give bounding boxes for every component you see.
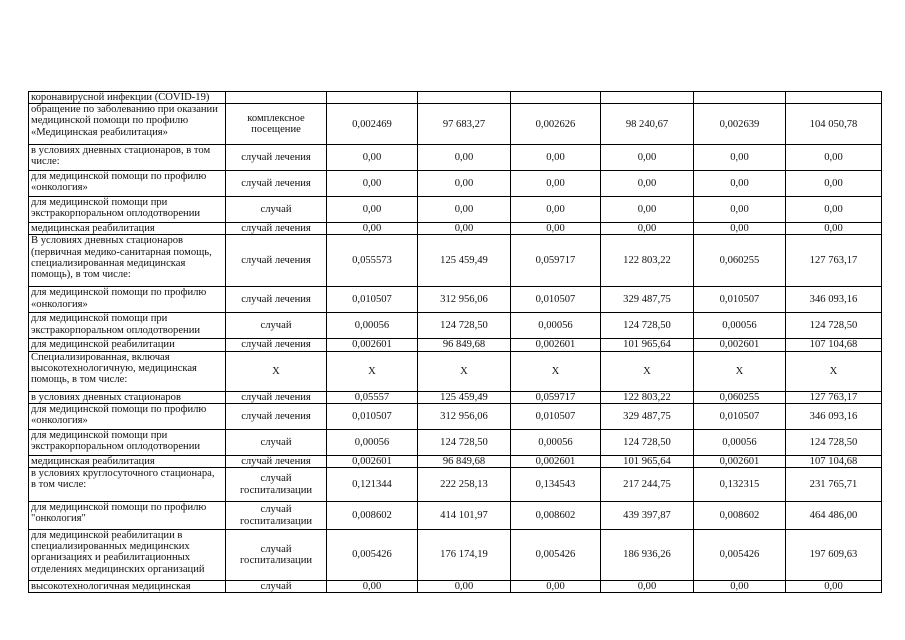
cell-value: 0,055573 [327, 235, 418, 287]
cell-value: 0,00 [327, 171, 418, 197]
row-unit [226, 92, 327, 104]
cell-value: X [786, 351, 882, 391]
cell-value: 0,00 [511, 223, 601, 235]
row-name: для медицинской помощи при экстракорпоральном оплодотворении [29, 197, 226, 223]
row-name: Специализированная, включая высокотехнологичную, медицинская помощь, в том числе: [29, 351, 226, 391]
cell-value: 107 104,68 [786, 455, 882, 467]
cell-value: 0,002601 [327, 455, 418, 467]
cell-value: 0,010507 [511, 403, 601, 429]
table-row [29, 223, 882, 235]
cell-value: 0,00 [511, 581, 601, 593]
table-row [29, 197, 882, 223]
cell-value: 0,059717 [511, 235, 601, 287]
cell-value: 464 486,00 [786, 502, 882, 530]
cell-value: 0,002601 [694, 339, 786, 351]
cell-value: 0,00056 [511, 313, 601, 339]
cell-value: 329 487,75 [601, 287, 694, 313]
row-unit: случай госпитализации [226, 530, 327, 581]
cell-value: 0,00 [786, 581, 882, 593]
cell-value: 0,00 [327, 197, 418, 223]
cell-value: 217 244,75 [601, 468, 694, 502]
cell-value: 124 728,50 [601, 313, 694, 339]
cell-value: 0,010507 [694, 287, 786, 313]
cell-value: 124 728,50 [418, 313, 511, 339]
cell-value: 231 765,71 [786, 468, 882, 502]
cell-value: 0,00 [418, 223, 511, 235]
cell-value: 0,00056 [327, 429, 418, 455]
row-unit: случай лечения [226, 223, 327, 235]
cell-value: 0,00056 [511, 429, 601, 455]
table-row [29, 145, 882, 171]
table-row [29, 313, 882, 339]
cell-value: 0,060255 [694, 391, 786, 403]
row-unit: случай лечения [226, 339, 327, 351]
row-unit: случай [226, 313, 327, 339]
cell-value: 0,00 [327, 223, 418, 235]
cell-value: 0,05557 [327, 391, 418, 403]
cell-value: X [511, 351, 601, 391]
cell-value: 0,005426 [327, 530, 418, 581]
table-row [29, 455, 882, 467]
table-body [29, 92, 882, 593]
table-row [29, 351, 882, 391]
cell-value: 0,002601 [694, 455, 786, 467]
cell-value: 0,00 [327, 145, 418, 171]
cell-value: 122 803,22 [601, 235, 694, 287]
cell-value: 0,00056 [327, 313, 418, 339]
cell-value: 124 728,50 [786, 313, 882, 339]
table-row [29, 581, 882, 593]
row-unit: случай госпитализации [226, 502, 327, 530]
cell-value [601, 92, 694, 104]
row-unit: случай [226, 581, 327, 593]
cell-value [418, 92, 511, 104]
row-name: для медицинской помощи по профилю «онкология» [29, 403, 226, 429]
row-unit: случай лечения [226, 235, 327, 287]
row-unit: случай лечения [226, 145, 327, 171]
cell-value [511, 92, 601, 104]
row-name: для медицинской помощи по профилю "онкология" [29, 502, 226, 530]
row-name: в условиях дневных стационаров [29, 391, 226, 403]
cell-value: 0,00 [694, 197, 786, 223]
cell-value: 0,010507 [511, 287, 601, 313]
row-unit: X [226, 351, 327, 391]
cell-value: 222 258,13 [418, 468, 511, 502]
cell-value: 346 093,16 [786, 403, 882, 429]
cell-value: 0,121344 [327, 468, 418, 502]
cell-value: 0,132315 [694, 468, 786, 502]
cell-value: 0,00 [601, 171, 694, 197]
cell-value: 0,134543 [511, 468, 601, 502]
row-name: высокотехнологичная медицинская [29, 581, 226, 593]
cell-value: 0,00 [601, 581, 694, 593]
table-row [29, 429, 882, 455]
row-name: для медицинской помощи при экстракорпоральном оплодотворении [29, 429, 226, 455]
table-row [29, 502, 882, 530]
cell-value: 414 101,97 [418, 502, 511, 530]
cell-value: 0,010507 [327, 403, 418, 429]
cell-value [786, 92, 882, 104]
cell-value: 346 093,16 [786, 287, 882, 313]
cell-value: 0,00 [694, 145, 786, 171]
cell-value: 125 459,49 [418, 391, 511, 403]
cell-value: 0,00 [694, 581, 786, 593]
cell-value: 0,00 [418, 171, 511, 197]
cell-value: 122 803,22 [601, 391, 694, 403]
cell-value: 439 397,87 [601, 502, 694, 530]
cell-value: X [601, 351, 694, 391]
cell-value: 0,00 [694, 223, 786, 235]
cell-value: 0,008602 [327, 502, 418, 530]
cell-value: 0,00056 [694, 429, 786, 455]
cell-value: 0,008602 [694, 502, 786, 530]
cell-value: 0,00056 [694, 313, 786, 339]
row-name: в условиях дневных стационаров, в том числе: [29, 145, 226, 171]
cell-value: 124 728,50 [786, 429, 882, 455]
cell-value: 96 849,68 [418, 455, 511, 467]
row-unit: случай лечения [226, 455, 327, 467]
cell-value: 0,00 [694, 171, 786, 197]
cell-value: 0,002626 [511, 104, 601, 145]
table-row [29, 403, 882, 429]
row-name: медицинская реабилитация [29, 223, 226, 235]
cell-value: 0,00 [601, 145, 694, 171]
cell-value: 0,00 [601, 223, 694, 235]
table-row [29, 468, 882, 502]
cell-value: 97 683,27 [418, 104, 511, 145]
cell-value: 125 459,49 [418, 235, 511, 287]
row-name: обращение по заболеванию при оказании медицинской помощи по профилю «Медицинская реабилитация» [29, 104, 226, 145]
cell-value: 176 174,19 [418, 530, 511, 581]
cell-value: 0,00 [786, 171, 882, 197]
cell-value: 0,00 [418, 197, 511, 223]
table-row [29, 235, 882, 287]
cell-value: 104 050,78 [786, 104, 882, 145]
cell-value: 197 609,63 [786, 530, 882, 581]
row-name: для медицинской реабилитации [29, 339, 226, 351]
row-unit: случай лечения [226, 287, 327, 313]
table-row [29, 391, 882, 403]
table-row [29, 104, 882, 145]
cell-value [694, 92, 786, 104]
cell-value: 0,008602 [511, 502, 601, 530]
cell-value: 0,059717 [511, 391, 601, 403]
cell-value: 101 965,64 [601, 455, 694, 467]
table-row [29, 171, 882, 197]
cell-value: 0,002601 [511, 455, 601, 467]
cell-value: 124 728,50 [418, 429, 511, 455]
cell-value: 0,00 [786, 145, 882, 171]
cell-value: 0,00 [418, 145, 511, 171]
cell-value: 0,002639 [694, 104, 786, 145]
cell-value: 127 763,17 [786, 235, 882, 287]
row-name: для медицинской помощи при экстракорпоральном оплодотворении [29, 313, 226, 339]
row-name: медицинская реабилитация [29, 455, 226, 467]
row-name: для медицинской помощи по профилю «онкология» [29, 287, 226, 313]
row-unit: случай [226, 197, 327, 223]
cell-value: X [327, 351, 418, 391]
cell-value: 0,00 [327, 581, 418, 593]
cell-value: 312 956,06 [418, 403, 511, 429]
row-name: для медицинской реабилитации в специализированных медицинских организациях и реабилитационных отделениях медицинских организаций [29, 530, 226, 581]
table-row [29, 530, 882, 581]
cell-value: 98 240,67 [601, 104, 694, 145]
cell-value [327, 92, 418, 104]
row-unit: комплексное посещение [226, 104, 327, 145]
cell-value: X [418, 351, 511, 391]
cell-value: 0,00 [601, 197, 694, 223]
cell-value: 312 956,06 [418, 287, 511, 313]
row-unit: случай [226, 429, 327, 455]
cell-value: 96 849,68 [418, 339, 511, 351]
cell-value: 0,00 [511, 197, 601, 223]
data-table [28, 91, 882, 593]
cell-value: 0,00 [418, 581, 511, 593]
cell-value: 0,00 [511, 145, 601, 171]
cell-value: 0,00 [786, 223, 882, 235]
row-name: коронавирусной инфекции (COVID-19) [29, 92, 226, 104]
row-name: для медицинской помощи по профилю «онкология» [29, 171, 226, 197]
row-unit: случай лечения [226, 391, 327, 403]
cell-value: 0,002601 [511, 339, 601, 351]
cell-value: 329 487,75 [601, 403, 694, 429]
table-row [29, 287, 882, 313]
cell-value: 127 763,17 [786, 391, 882, 403]
cell-value: X [694, 351, 786, 391]
cell-value: 0,060255 [694, 235, 786, 287]
cell-value: 0,005426 [694, 530, 786, 581]
cell-value: 0,010507 [694, 403, 786, 429]
row-name: в условиях круглосуточного стационара, в том числе: [29, 468, 226, 502]
row-name: В условиях дневных стационаров (первичная медико-санитарная помощь, специализированная медицинская помощь), в том числе: [29, 235, 226, 287]
cell-value: 0,00 [786, 197, 882, 223]
cell-value: 0,010507 [327, 287, 418, 313]
cell-value: 101 965,64 [601, 339, 694, 351]
table-row [29, 92, 882, 104]
row-unit: случай лечения [226, 403, 327, 429]
cell-value: 0,002601 [327, 339, 418, 351]
cell-value: 0,002469 [327, 104, 418, 145]
row-unit: случай лечения [226, 171, 327, 197]
cell-value: 107 104,68 [786, 339, 882, 351]
cell-value: 0,005426 [511, 530, 601, 581]
row-unit: случай госпитализации [226, 468, 327, 502]
cell-value: 186 936,26 [601, 530, 694, 581]
cell-value: 124 728,50 [601, 429, 694, 455]
table-row [29, 339, 882, 351]
cell-value: 0,00 [511, 171, 601, 197]
